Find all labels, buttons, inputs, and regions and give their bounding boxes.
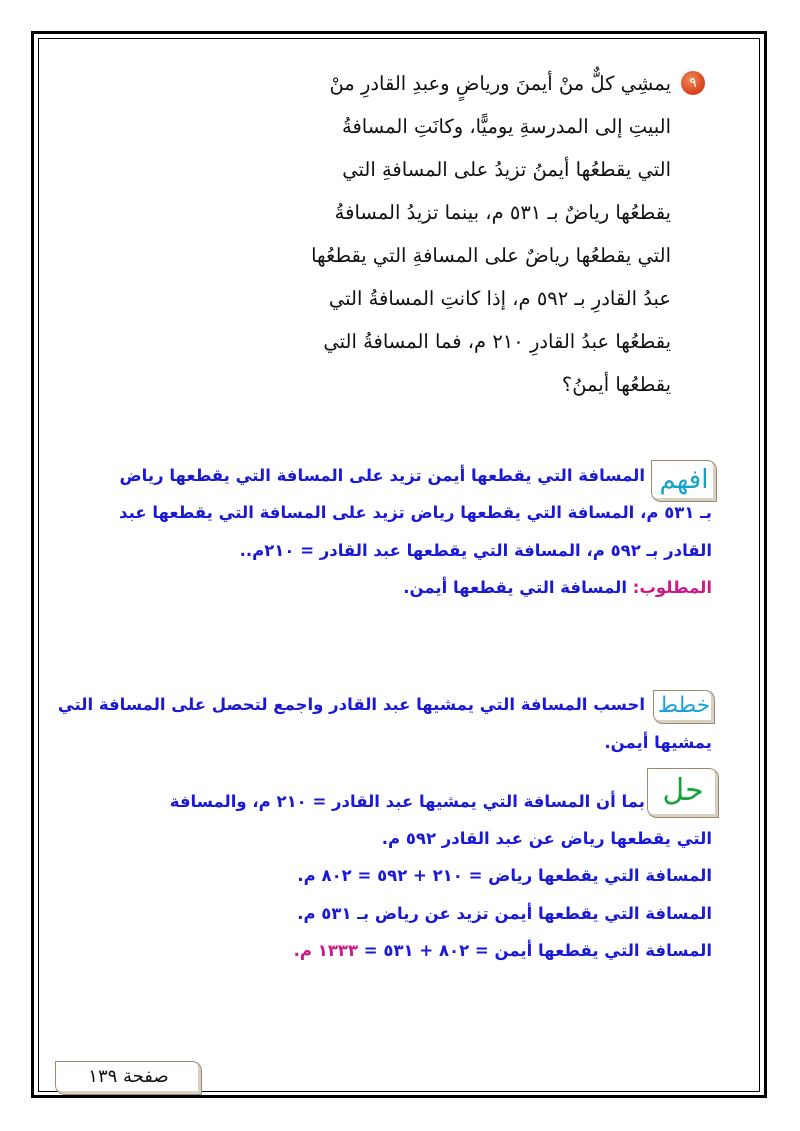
problem-line: يقطعُها عبدُ القادرِ ٢١٠ م، فما المسافةُ التي	[323, 330, 671, 353]
understand-line: بـ ٥٣١ م، المسافة التي يقطعها رياض تزيد على المسافة التي يقطعها عبد	[119, 503, 712, 522]
final-answer-line	[294, 941, 712, 960]
final-expression: المسافة التي يقطعها أيمن = ٨٠٢ + ٥٣١ =	[358, 941, 712, 960]
plan-tag: خطط	[653, 690, 715, 724]
understand-line: القادر بـ ٥٩٢ م، المسافة التي يقطعها عبد القادر = ٢١٠م..	[239, 541, 712, 560]
final-answer: ١٣٣٣ م.	[293, 941, 359, 960]
solve-line: التي يقطعها رياض عن عبد القادر ٥٩٢ م.	[381, 829, 712, 848]
page-number: صفحة ١٣٩	[55, 1061, 202, 1095]
solve-tag: حل	[647, 768, 719, 818]
understand-tag: افهم	[651, 460, 717, 502]
problem-line: عبدُ القادرِ بـ ٥٩٢ م، إذا كانتِ المسافةُ التي	[328, 287, 671, 310]
problem-line: يمشِي كلٌّ منْ أيمنَ ورياضٍ وعبدِ القادرِ منْ	[329, 72, 671, 95]
understand-line: المسافة التي يقطعها أيمن تزيد على المسافة التي يقطعها رياض	[119, 466, 645, 485]
plan-line: يمشيها أيمن.	[604, 733, 712, 752]
problem-line: التي يقطعُها رياضٌ على المسافةِ التي يقطعُها	[311, 244, 671, 267]
solve-line: المسافة التي يقطعها رياض = ٢١٠ + ٥٩٢ = ٨٠٢ م.	[297, 866, 712, 885]
required-label: المطلوب:	[632, 578, 712, 597]
problem-line: البيتِ إلى المدرسةِ يوميًّا، وكانَتِ المسافةُ	[342, 115, 671, 138]
required-line	[403, 578, 712, 597]
solve-line: بما أن المسافة التي يمشيها عبد القادر = ٢١٠ م، والمسافة	[169, 792, 645, 811]
problem-statement	[190, 62, 705, 406]
problem-line: يقطعُها أيمنُ؟	[561, 373, 671, 396]
required-text: المسافة التي يقطعها أيمن.	[403, 578, 633, 597]
problem-line: يقطعُها رياضٌ بـ ٥٣١ م، بينما تزيدُ المسافةُ	[334, 201, 671, 224]
problem-line: التي يقطعُها أيمنُ تزيدُ على المسافةِ التي	[342, 158, 671, 181]
plan-line: احسب المسافة التي يمشيها عبد القادر واجمع لتحصل على المسافة التي	[57, 695, 645, 714]
solve-line: المسافة التي يقطعها أيمن تزيد عن رياض بـ ٥٣١ م.	[297, 904, 712, 923]
problem-number-badge: ٩	[681, 71, 705, 95]
